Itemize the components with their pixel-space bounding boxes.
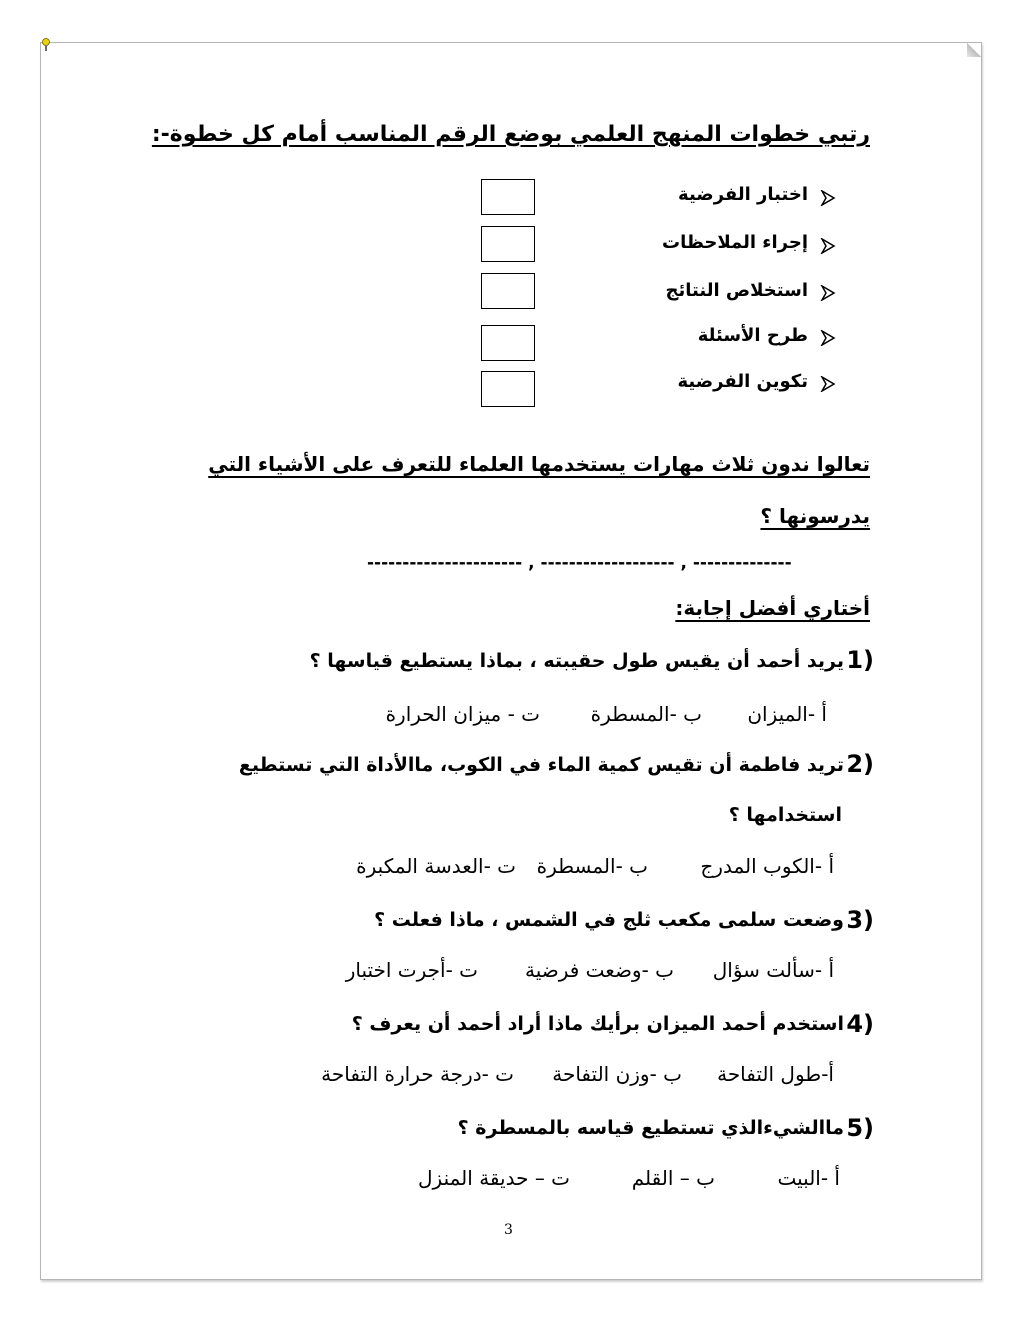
option-b[interactable]: ب -وزن التفاحة (552, 1062, 682, 1086)
question-text-continued: استخدامها ؟ (728, 804, 842, 826)
pin-icon (41, 38, 51, 52)
option-a[interactable]: أ -الميزان (747, 702, 827, 726)
arrow-bullet-icon (820, 190, 836, 206)
step-item: إجراء الملاحظات (662, 232, 808, 253)
question-text: تريد فاطمة أن تقيس كمية الماء في الكوب، ماالأداة التي تستطيع (238, 754, 844, 776)
page-corner-fold (967, 43, 981, 57)
question-number: 1) (846, 646, 874, 674)
step-item: استخلاص النتائج (665, 280, 808, 301)
arrow-bullet-icon (820, 330, 836, 346)
answer-blanks[interactable]: ---------------------- , ------------------- , -------------- (367, 553, 792, 573)
option-a[interactable]: أ -البيت (777, 1166, 840, 1190)
question-number: 3) (846, 906, 874, 934)
option-b[interactable]: ب -المسطرة (590, 702, 702, 726)
arrow-bullet-icon (820, 285, 836, 301)
section2-line1: تعالوا ندون ثلاث مهارات يستخدمها العلماء للتعرف على الأشياء التي (208, 452, 870, 476)
answer-box[interactable] (481, 179, 535, 215)
page-number: 3 (504, 1222, 513, 1238)
arrow-bullet-icon (820, 238, 836, 254)
option-b[interactable]: ب -المسطرة (536, 854, 648, 878)
option-a[interactable]: أ-طول التفاحة (717, 1062, 834, 1086)
question-text: وضعت سلمى مكعب ثلج في الشمس ، ماذا فعلت ؟ (374, 909, 844, 931)
answer-box[interactable] (481, 325, 535, 361)
option-c[interactable]: ت -درجة حرارة التفاحة (321, 1062, 514, 1086)
question-number: 4) (846, 1010, 874, 1038)
answer-box[interactable] (481, 273, 535, 309)
section1-title: رتبي خطوات المنهج العلمي بوضع الرقم المناسب أمام كل خطوة-: (151, 122, 870, 147)
option-a[interactable]: أ -سألت سؤال (712, 958, 834, 982)
option-b[interactable]: ب – القلم (631, 1166, 715, 1190)
question-number: 2) (846, 750, 874, 778)
option-b[interactable]: ب -وضعت فرضية (524, 958, 674, 982)
option-a[interactable]: أ -الكوب المدرج (700, 854, 834, 878)
question-text: يريد أحمد أن يقيس طول حقيبته ، بماذا يستطيع قياسها ؟ (309, 650, 844, 672)
answer-box[interactable] (481, 371, 535, 407)
step-item: اختبار الفرضية (678, 184, 808, 205)
option-c[interactable]: ت – حديقة المنزل (418, 1166, 570, 1190)
option-c[interactable]: ت - ميزان الحرارة (385, 702, 540, 726)
question-text: ماالشيءالذي تستطيع قياسه بالمسطرة ؟ (457, 1117, 844, 1139)
question-number: 5) (846, 1114, 874, 1142)
step-item: طرح الأسئلة (697, 325, 808, 346)
arrow-bullet-icon (820, 376, 836, 392)
answer-box[interactable] (481, 226, 535, 262)
option-c[interactable]: ت -العدسة المكبرة (356, 854, 516, 878)
question-text: استخدم أحمد الميزان برأيك ماذا أراد أحمد أن يعرف ؟ (351, 1013, 844, 1035)
option-c[interactable]: ت -أجرت اختبار (345, 958, 478, 982)
section2-line2: يدرسونها ؟ (760, 504, 870, 528)
step-item: تكوين الفرضية (677, 371, 808, 392)
section3-title: أختاري أفضل إجابة: (675, 596, 870, 620)
